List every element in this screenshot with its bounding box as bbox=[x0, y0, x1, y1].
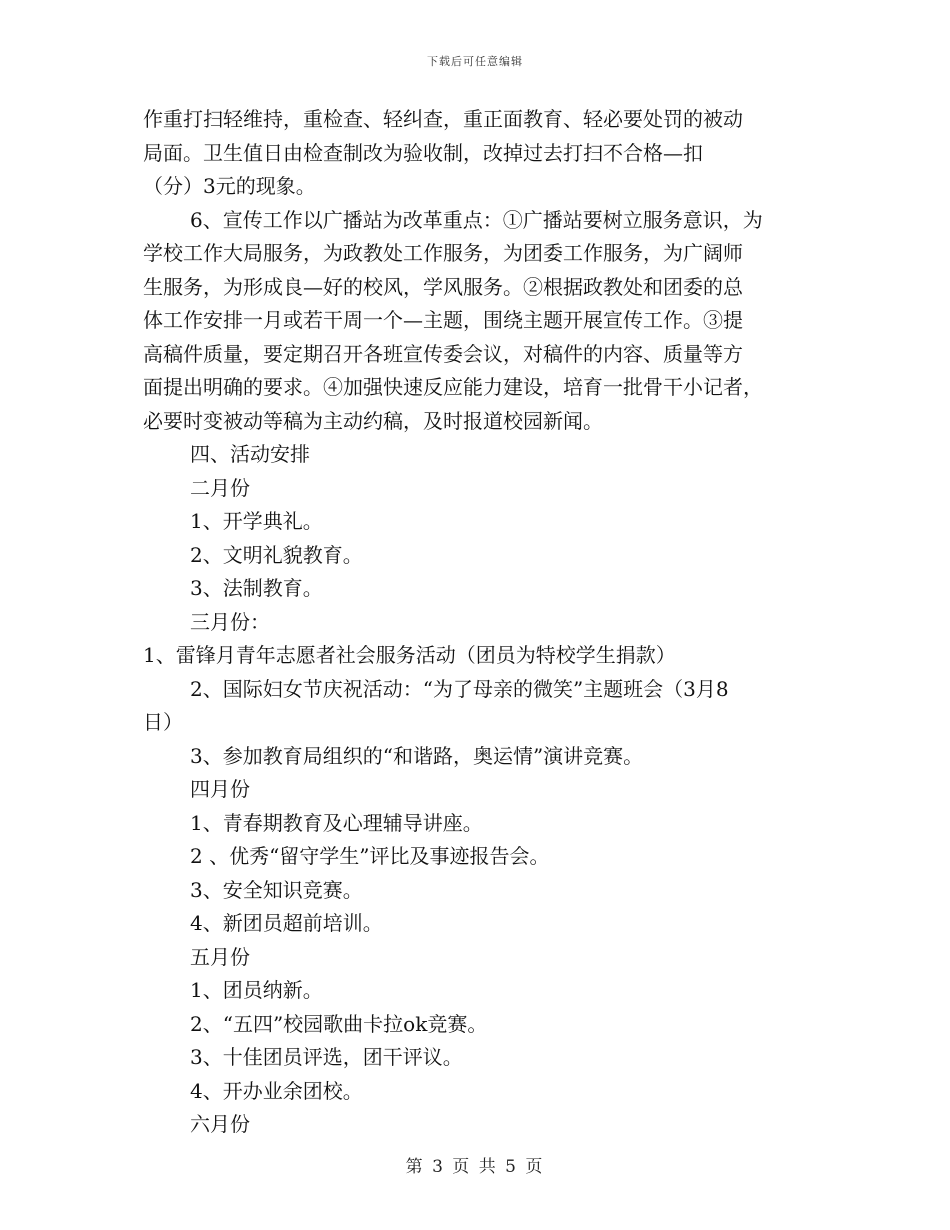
text-line: 1、开学典礼。 bbox=[190, 509, 323, 533]
text-line: （分）3元的现象。 bbox=[143, 174, 316, 198]
text-line: 作重打扫轻维持，重检查、轻纠查，重正面教育、轻必要处罚的被动 bbox=[143, 107, 743, 131]
text-line: 三月份： bbox=[190, 609, 270, 634]
text-line: 4、新团员超前培训。 bbox=[190, 911, 383, 935]
text-line: 2、国际妇女节庆祝活动：“为了母亲的微笑”主题班会（3月8 bbox=[190, 676, 729, 701]
text-line: 4、开办业余团校。 bbox=[190, 1078, 363, 1103]
text-line: 体工作安排一月或若干周一个—主题，围绕主题开展宣传工作。③提 bbox=[143, 308, 743, 332]
text-line: 必要时变被动等稿为主动约稿，及时报道校园新闻。 bbox=[143, 408, 603, 433]
text-line: 四月份 bbox=[190, 777, 250, 801]
text-line: 面提出明确的要求。④加强快速反应能力建设，培育一批骨干小记者， bbox=[143, 375, 763, 399]
text-line: 2、“五四”校园歌曲卡拉ok竞赛。 bbox=[190, 1011, 488, 1036]
text-line: 高稿件质量，要定期召开各班宣传委会议，对稿件的内容、质量等方 bbox=[143, 341, 743, 366]
text-line: 四、活动安排 bbox=[190, 442, 310, 466]
text-line: 1、青春期教育及心理辅导讲座。 bbox=[190, 810, 483, 835]
page-footer: 第 3 页 共 5 页 bbox=[405, 1157, 545, 1177]
text-line: 2、文明礼貌教育。 bbox=[190, 542, 363, 567]
text-line: 3、十佳团员评选，团干评议。 bbox=[190, 1045, 463, 1069]
text-line: 3、参加教育局组织的“和谐路，奥运情”演讲竞赛。 bbox=[190, 743, 644, 768]
text-line: 生服务，为形成良—好的校风，学风服务。②根据政教处和团委的总 bbox=[143, 274, 743, 299]
text-line: 3、法制教育。 bbox=[190, 576, 323, 600]
text-line: 二月份 bbox=[190, 475, 250, 500]
text-line: 六月份 bbox=[190, 1112, 250, 1136]
document-body bbox=[143, 103, 808, 1142]
text-line: 五月份 bbox=[190, 944, 250, 969]
text-line: 1、雷锋月青年志愿者社会服务活动（团员为特校学生捐款） bbox=[143, 643, 676, 667]
page-header: 下载后可任意编辑 bbox=[427, 55, 523, 68]
text-line: 1、团员纳新。 bbox=[190, 978, 323, 1002]
text-line: 3、安全知识竞赛。 bbox=[190, 877, 363, 902]
text-line: 日） bbox=[143, 710, 183, 734]
text-line: 2 、优秀“留守学生”评比及事迹报告会。 bbox=[190, 844, 550, 868]
text-line: 学校工作大局服务，为政教处工作服务，为团委工作服务，为广阔师 bbox=[143, 241, 743, 265]
text-line: 6、宣传工作以广播站为改革重点：①广播站要树立服务意识，为 bbox=[190, 207, 763, 232]
text-line: 局面。卫生值日由检查制改为验收制，改掉过去打扫不合格—扣 bbox=[143, 140, 703, 165]
